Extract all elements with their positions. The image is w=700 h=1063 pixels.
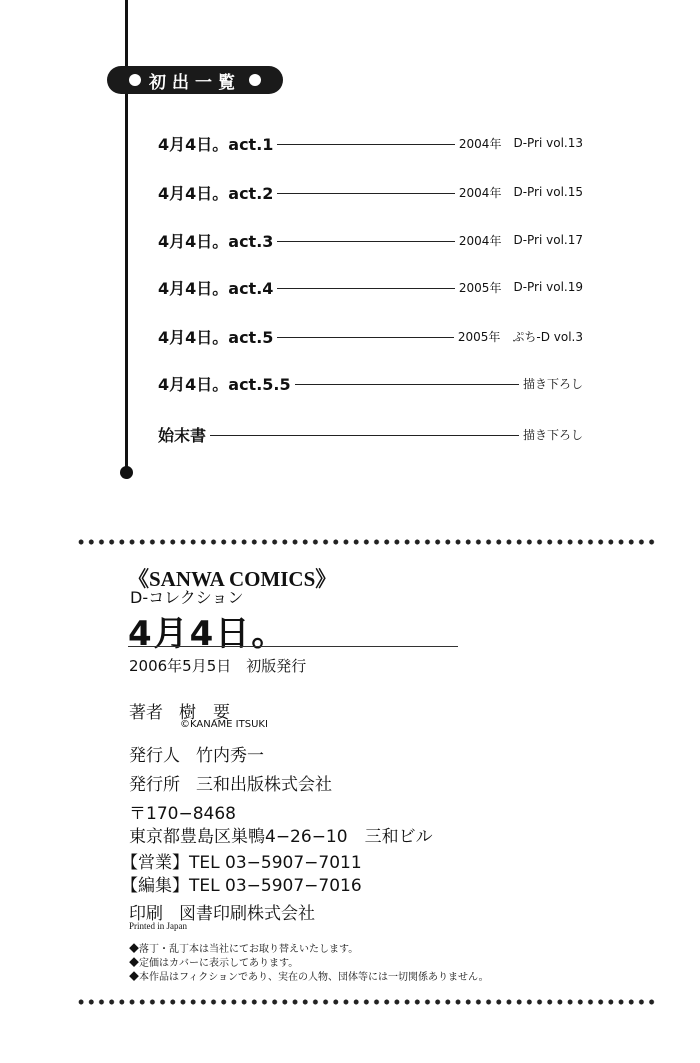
contents-row bbox=[158, 129, 583, 157]
row-year: 2005年 bbox=[458, 280, 502, 295]
publisher-person-label: 発行人 bbox=[129, 746, 180, 766]
book-title: 4月4日。 bbox=[128, 614, 288, 654]
printed-in: Printed in Japan bbox=[129, 921, 187, 931]
row-title: 4月4日。act.2 bbox=[158, 183, 274, 203]
dotted-separator bbox=[76, 538, 656, 546]
printer-label: 印刷 bbox=[129, 904, 163, 924]
row-title: 4月4日。act.5 bbox=[158, 327, 274, 347]
notes bbox=[129, 943, 649, 985]
sales-phone: 【営業】TEL 03−5907−7011 bbox=[121, 853, 362, 873]
contents-header bbox=[107, 66, 283, 94]
timeline-end-dot bbox=[120, 466, 133, 479]
note-line: ◆本作品はフィクションであり、実在の人物、団体等には一切関係ありません。 bbox=[129, 972, 489, 983]
leader-line bbox=[277, 144, 454, 145]
row-source: 描き下ろし bbox=[522, 376, 583, 391]
publisher-name: 三和出版株式会社 bbox=[196, 775, 332, 795]
row-title: 4月4日。act.5.5 bbox=[158, 374, 291, 394]
editorial-phone: 【編集】TEL 03−5907−7016 bbox=[121, 876, 362, 896]
contents-row bbox=[158, 178, 583, 206]
row-title: 4月4日。act.4 bbox=[158, 278, 274, 298]
bullet-icon bbox=[249, 74, 261, 86]
title-rule bbox=[128, 646, 458, 647]
row-year: 2004年 bbox=[458, 136, 502, 151]
contents-row bbox=[158, 226, 583, 254]
leader-line bbox=[277, 193, 454, 194]
row-title: 4月4日。act.3 bbox=[158, 231, 274, 251]
row-source: D-Pri vol.15 bbox=[513, 185, 583, 199]
row-year: 2005年 bbox=[457, 329, 501, 344]
row-title: 4月4日。act.1 bbox=[158, 134, 274, 154]
leader-line bbox=[277, 288, 454, 289]
contents-header-label: 初出一覧 bbox=[149, 72, 241, 93]
leader-line bbox=[295, 384, 519, 385]
dotted-separator bbox=[76, 998, 656, 1006]
bullet-icon bbox=[129, 74, 141, 86]
printer-name: 図書印刷株式会社 bbox=[179, 904, 315, 924]
row-year: 2004年 bbox=[458, 233, 502, 248]
leader-line bbox=[277, 241, 454, 242]
note-line: ◆落丁・乱丁本は当社にてお取り替えいたします。 bbox=[129, 944, 359, 955]
row-source: D-Pri vol.17 bbox=[513, 233, 583, 247]
contents-row bbox=[158, 273, 583, 301]
row-year: 2004年 bbox=[458, 185, 502, 200]
publication-date: 2006年5月5日 初版発行 bbox=[129, 657, 307, 675]
copyright: ©KANAME ITSUKI bbox=[180, 719, 268, 730]
contents-row bbox=[158, 322, 583, 350]
publisher-person: 竹内秀一 bbox=[196, 746, 264, 766]
collection-name: D-コレクション bbox=[130, 588, 244, 607]
note-line: ◆定価はカバーに表示してあります。 bbox=[129, 958, 299, 969]
postal-code: 〒170−8468 bbox=[129, 804, 236, 824]
series-name: 《SANWA COMICS》 bbox=[128, 567, 337, 591]
author-label: 著者 bbox=[129, 703, 163, 723]
contents-row bbox=[158, 369, 583, 397]
row-source: D-Pri vol.19 bbox=[513, 280, 583, 294]
author-name: 樹 要 bbox=[179, 703, 230, 723]
address: 東京都豊島区巣鴨4−26−10 三和ビル bbox=[129, 827, 433, 847]
leader-line bbox=[210, 435, 519, 436]
row-source: D-Pri vol.13 bbox=[513, 136, 583, 150]
leader-line bbox=[277, 337, 453, 338]
row-source: ぷち-D vol.3 bbox=[512, 329, 583, 344]
contents-row bbox=[158, 420, 583, 448]
publisher-label: 発行所 bbox=[129, 775, 180, 795]
row-source: 描き下ろし bbox=[522, 427, 583, 442]
row-title: 始末書 bbox=[158, 425, 207, 445]
